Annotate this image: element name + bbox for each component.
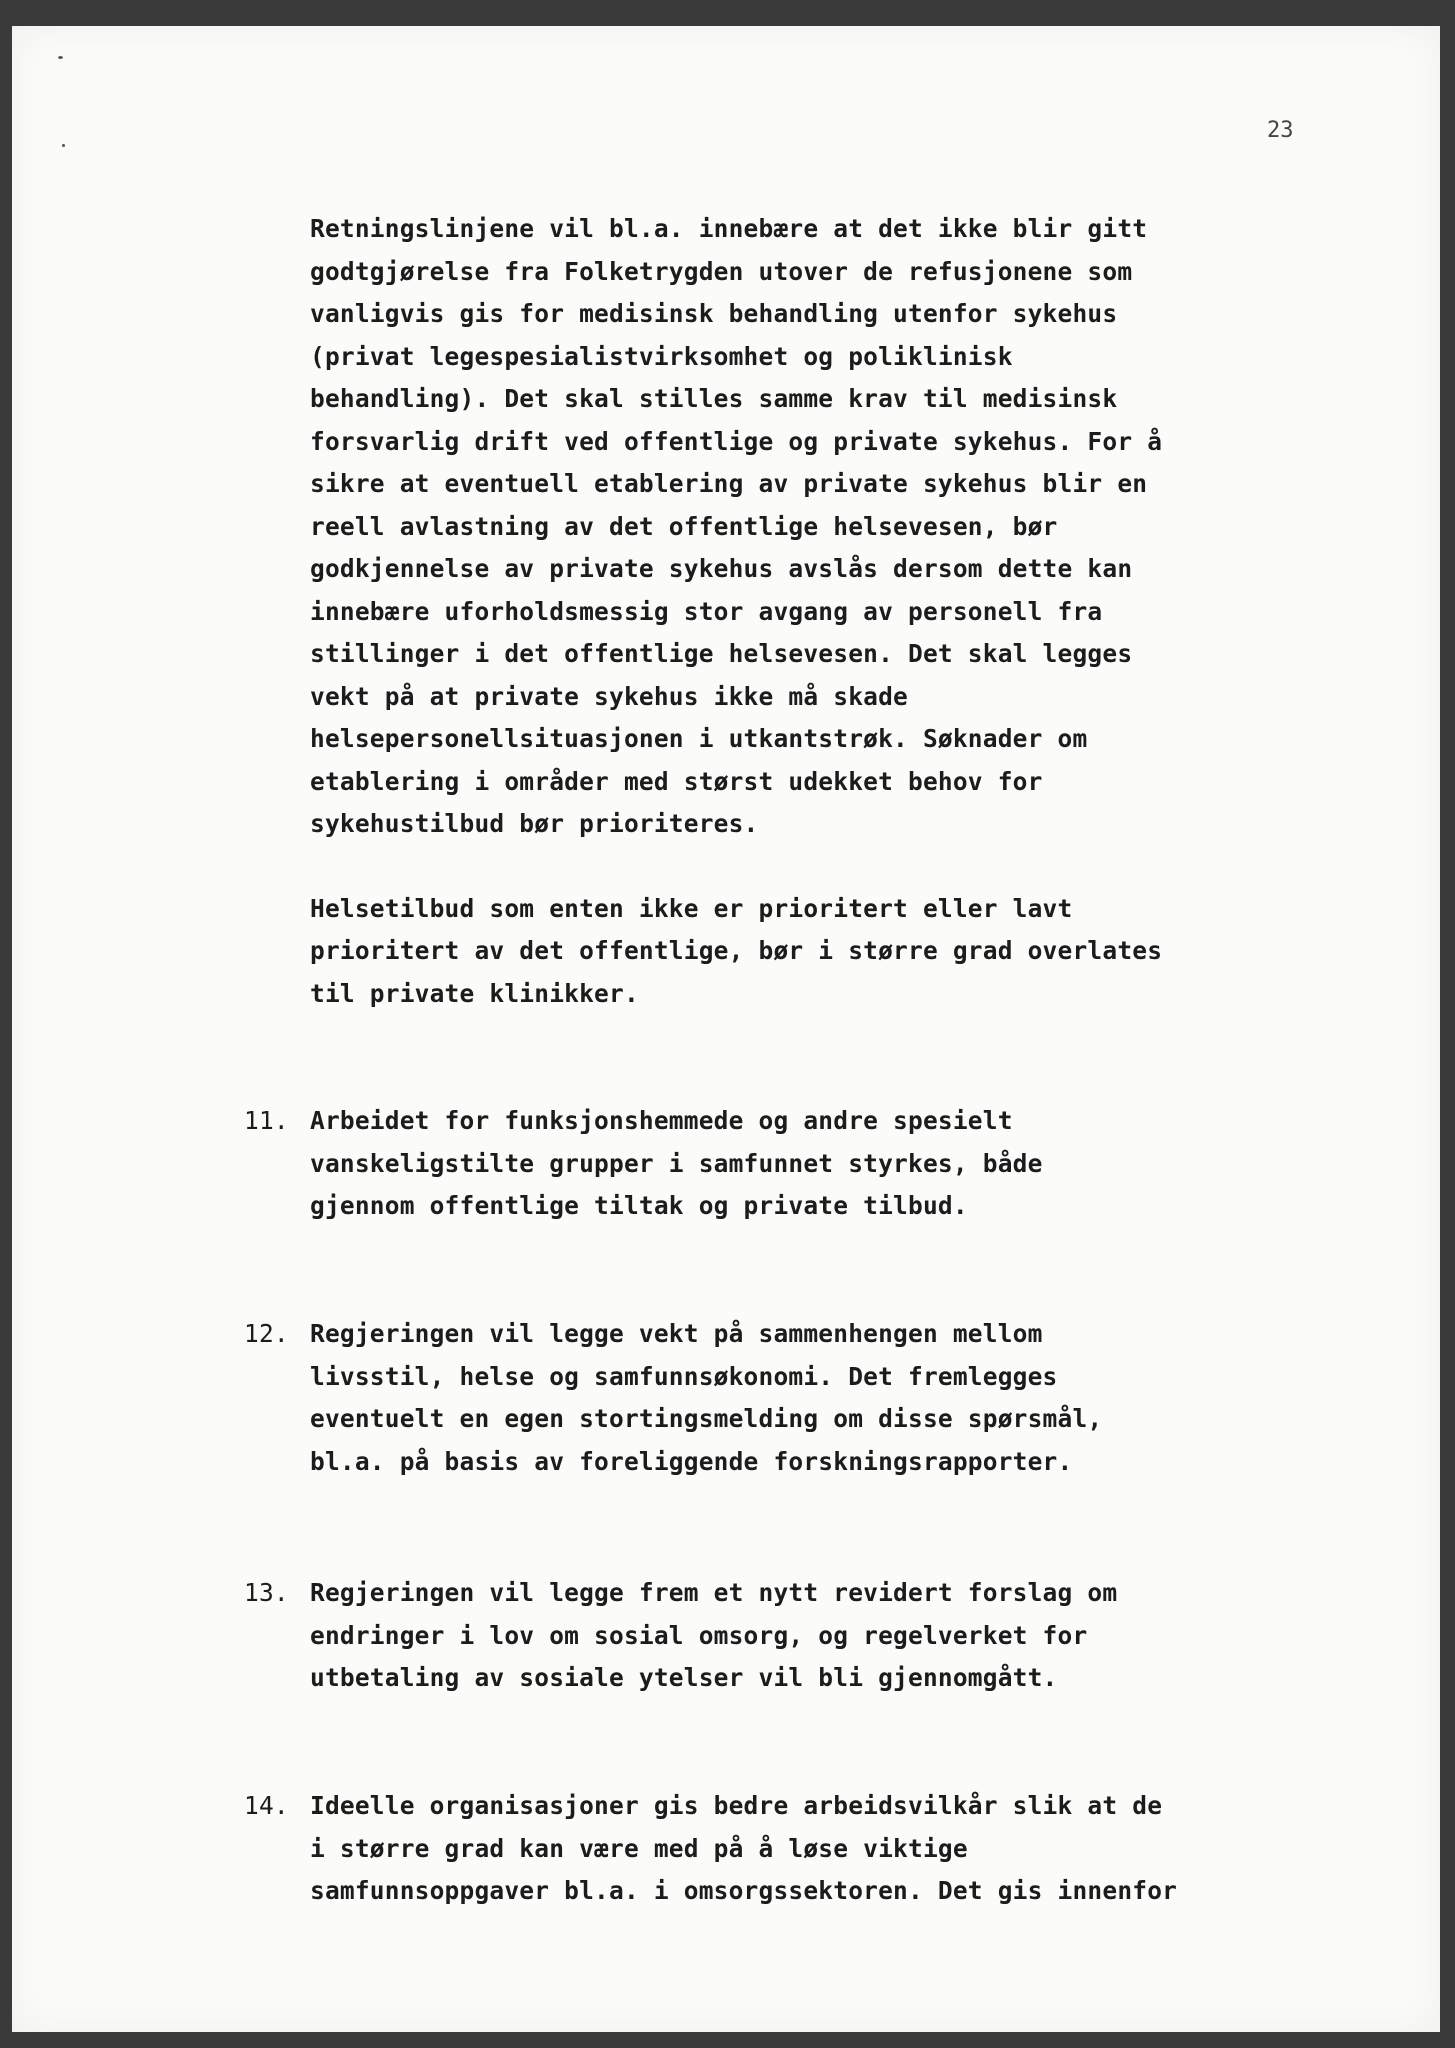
list-item-number: 14. [244,1791,289,1820]
list-item-13 [244,1572,1364,1700]
list-item-text: Ideelle organisasjoner gis bedre arbeidsvilkår slik at de i større grad kan være med på å løse viktige samfunnsoppgaver bl.a. i omsorgssektoren. Det gis innenfor [310,1791,1178,1905]
list-item-text: Regjeringen vil legge vekt på sammenhengen mellom livsstil, helse og samfunnsøkonomi. Det fremlegges eventuelt en egen stortingsmelding om disse spørsmål, bl.a. på basis av foreliggende forskningsrapporter. [310,1319,1103,1476]
list-item-number: 11. [244,1106,289,1135]
intro-text [310,208,1360,1015]
list-item-number: 12. [244,1319,289,1348]
list-item-number: 13. [244,1578,289,1607]
page-number: 23 [1267,118,1294,143]
list-item-14 [244,1785,1364,1913]
list-item-11 [244,1100,1364,1228]
scan-speck [58,56,63,59]
list-item-text: Regjeringen vil legge frem et nytt revidert forslag om endringer i lov om sosial omsorg, og regelverket for utbetaling av sosiale ytelser vil bli gjennomgått. [310,1578,1118,1692]
scan-speck [62,144,65,147]
paragraph-health-services: Helsetilbud som enten ikke er prioritert eller lavt prioritert av det offentlige, bør i større grad overlates til private klinikker. [310,893,1163,1008]
document-page [12,26,1440,2032]
list-item-12 [244,1313,1364,1483]
list-item-text: Arbeidet for funksjonshemmede og andre spesielt vanskeligstilte grupper i samfunnet styrkes, både gjennom offentlige tiltak og private tilbud. [310,1106,1043,1220]
paragraph-guidelines: Retningslinjene vil bl.a. innebære at det ikke blir gitt godtgjørelse fra Folketrygden utover de refusjonene som vanligvis gis for medisinsk behandling utenfor sykehus (privat legespesialistvirksomhet og poliklinisk behandling). Det skal stilles samme krav til medisinsk forsvarlig drift ved offentlige og private sykehus. For å sikre at eventuell etablering av private sykehus blir en reell avlastning av det offentlige helsevesen, bør godkjennelse av private sykehus avslås dersom dette kan innebære uforholdsmessig stor avgang av personell fra stillinger i det offentlige helsevesen. Det skal legges vekt på at private sykehus ikke må skade helsepersonellsituasjonen i utkantstrøk. Søknader om etablering i områder med størst udekket behov for sykehustilbud bør prioriteres. [310,214,1163,838]
